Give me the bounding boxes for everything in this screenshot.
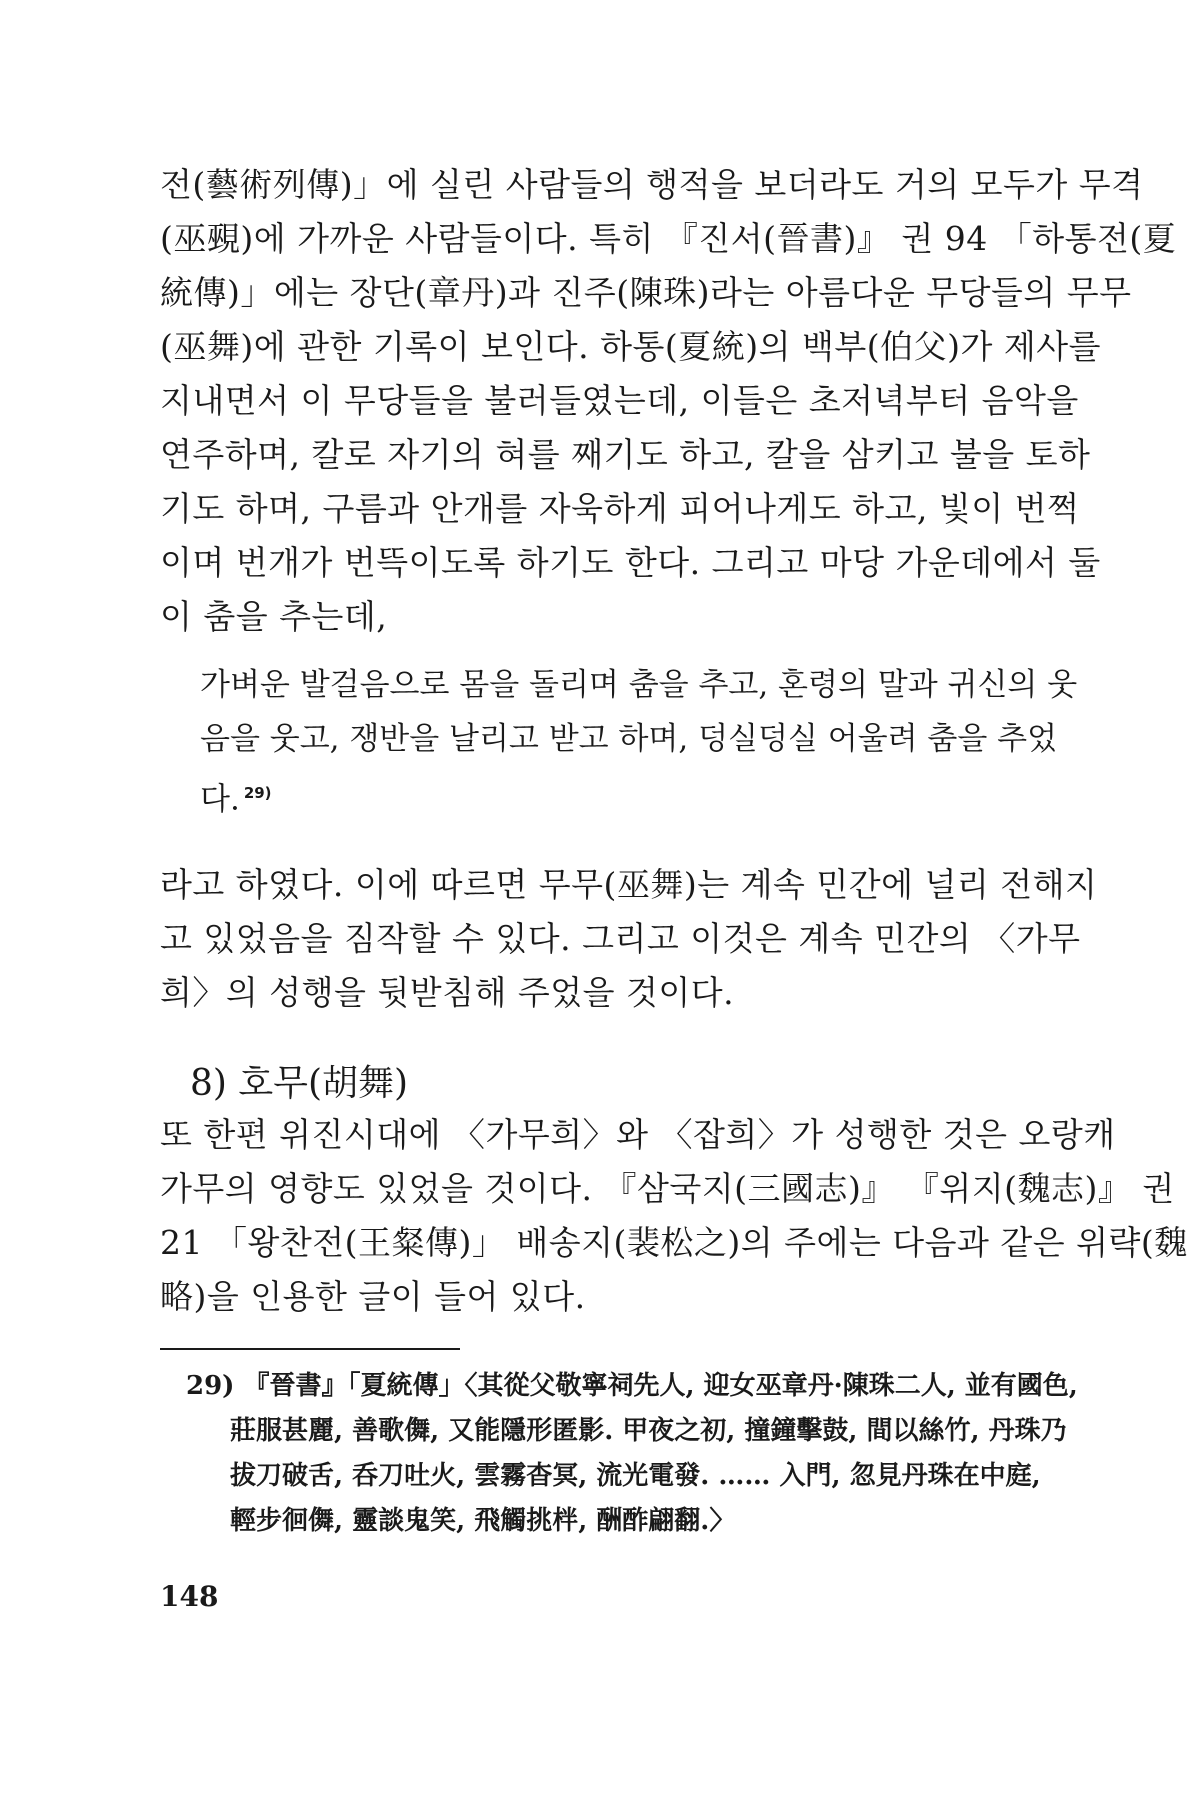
text-line: 이며 번개가 번뜩이도록 하기도 한다. 그리고 마당 가운데에서 둘: [160, 543, 1101, 582]
text-line: 略)을 인용한 글이 들어 있다.: [160, 1277, 586, 1316]
text-line: 지내면서 이 무당들을 불러들였는데, 이들은 초저녁부터 음악을: [160, 381, 1079, 420]
quote-line: 음을 웃고, 쟁반을 날리고 받고 하며, 덩실덩실 어울려 춤을 추었: [200, 721, 1058, 757]
footnote-29: [186, 1364, 1078, 1544]
text-line: 연주하며, 칼로 자기의 혀를 째기도 하고, 칼을 삼키고 불을 토하: [160, 435, 1091, 474]
body-paragraph-3: [160, 1108, 1188, 1324]
footnote-line: 輕步徊儛, 靈談鬼笑, 飛觸挑柈, 酬酢翩翻.〉: [230, 1506, 736, 1536]
text-line: 이 춤을 추는데,: [160, 597, 388, 636]
text-line: 기도 하며, 구름과 안개를 자욱하게 피어나게도 하고, 빛이 번쩍: [160, 489, 1080, 528]
text-line: 또 한편 위진시대에 〈가무희〉와 〈잡희〉가 성행한 것은 오랑캐: [160, 1115, 1116, 1154]
footnote-reference[interactable]: 29): [243, 784, 272, 802]
footnote-line: 29) 『晉書』「夏統傳」〈其從父敬寧祠先人, 迎女巫章丹·陳珠二人, 並有國色,: [186, 1371, 1078, 1401]
quote-line-text: 다.: [200, 781, 240, 818]
footnote-divider: [160, 1348, 460, 1350]
footnote-line: 莊服甚麗, 善歌儛, 又能隱形匿影. 甲夜之初, 撞鐘擊鼓, 間以絲竹, 丹珠乃: [230, 1416, 1067, 1446]
footnote-line: 拔刀破舌, 呑刀吐火, 雲霧杳冥, 流光電發. …… 入門, 忽見丹珠在中庭,: [230, 1461, 1041, 1491]
quote-line: 가벼운 발걸음으로 몸을 돌리며 춤을 추고, 혼령의 말과 귀신의 웃: [200, 667, 1078, 703]
text-line: 고 있었음을 짐작할 수 있다. 그리고 이것은 계속 민간의 〈가무: [160, 919, 1081, 958]
body-paragraph-2: [160, 858, 1098, 1020]
text-line: 21 「왕찬전(王粲傳)」 배송지(裴松之)의 주에는 다음과 같은 위략(魏: [160, 1223, 1188, 1262]
text-line: 라고 하였다. 이에 따르면 무무(巫舞)는 계속 민간에 널리 전해지: [160, 865, 1098, 904]
section-heading: 8) 호무(胡舞): [190, 1063, 409, 1104]
quote-line-last: [200, 766, 1032, 820]
text-line: (巫舞)에 관한 기록이 보인다. 하통(夏統)의 백부(伯父)가 제사를: [160, 327, 1101, 366]
block-quote: [200, 658, 1078, 820]
text-line: 희〉의 성행을 뒷받침해 주었을 것이다.: [160, 973, 735, 1012]
body-paragraph-1: [160, 158, 1177, 644]
text-line: 가무의 영향도 있었을 것이다. 『삼국지(三國志)』 『위지(魏志)』 권: [160, 1169, 1175, 1208]
text-line: 전(藝術列傳)」에 실린 사람들의 행적을 보더라도 거의 모두가 무격: [160, 165, 1144, 204]
text-line: (巫覡)에 가까운 사람들이다. 특히 『진서(晉書)』 권 94 「하통전(夏: [160, 219, 1177, 258]
page-number: 148: [160, 1580, 219, 1613]
text-line: 統傳)」에는 장단(章丹)과 진주(陳珠)라는 아름다운 무당들의 무무: [160, 273, 1132, 312]
